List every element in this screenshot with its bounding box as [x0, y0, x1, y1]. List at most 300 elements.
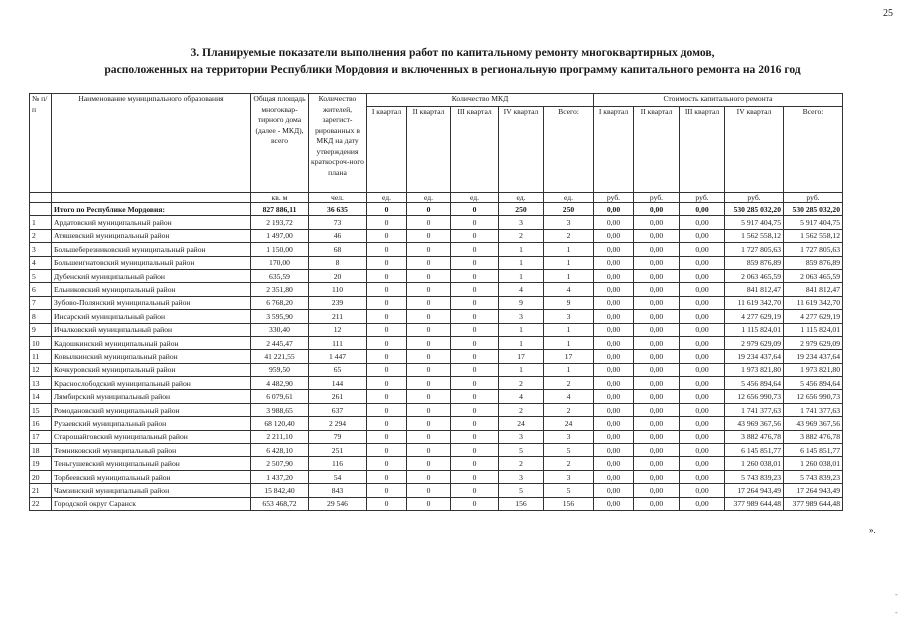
row-cost-q2: 0,00 [634, 403, 680, 416]
row-mkd-total: 2 [544, 457, 594, 470]
row-area: 330,40 [251, 323, 309, 336]
row-cost-q4: 1 741 377,63 [725, 403, 784, 416]
row-mkd-q4: 1 [499, 336, 544, 349]
row-cost-q3: 0,00 [680, 470, 725, 483]
row-area: 2 507,90 [251, 457, 309, 470]
row-cost-q2: 0,00 [634, 256, 680, 269]
row-mkd-q3: 0 [451, 430, 499, 443]
row-cost-q3: 0,00 [680, 390, 725, 403]
header-cost-q2: II квартал [634, 107, 680, 193]
row-mkd-q4: 3 [499, 470, 544, 483]
row-mkd-total: 3 [544, 470, 594, 483]
row-cost-q3: 0,00 [680, 417, 725, 430]
row-mkd-total: 4 [544, 283, 594, 296]
row-cost-q4: 5 456 894,64 [725, 377, 784, 390]
row-cost-q4: 6 145 851,77 [725, 444, 784, 457]
header-mkd-q4: IV квартал [499, 107, 544, 193]
row-area: 635,59 [251, 269, 309, 282]
row-num: 12 [30, 363, 52, 376]
row-cost-q4: 1 260 038,01 [725, 457, 784, 470]
row-cost-q2: 0,00 [634, 216, 680, 229]
row-cost-total: 1 973 821,80 [784, 363, 843, 376]
total-ct: 530 285 032,20 [784, 203, 843, 216]
table-row [30, 470, 843, 483]
row-mkd-q2: 0 [407, 296, 451, 309]
row-mkd-total: 1 [544, 336, 594, 349]
row-cost-q2: 0,00 [634, 457, 680, 470]
row-cost-total: 5 917 404,75 [784, 216, 843, 229]
row-num: 5 [30, 269, 52, 282]
row-cost-q1: 0,00 [594, 417, 634, 430]
row-num: 6 [30, 283, 52, 296]
row-num: 19 [30, 457, 52, 470]
row-mkd-q2: 0 [407, 256, 451, 269]
row-residents: 144 [309, 377, 367, 390]
row-name: Кадошкинский муниципальный район [52, 336, 251, 349]
row-mkd-total: 3 [544, 430, 594, 443]
row-mkd-q4: 1 [499, 323, 544, 336]
row-mkd-total: 1 [544, 243, 594, 256]
row-cost-q4: 1 973 821,80 [725, 363, 784, 376]
row-cost-q2: 0,00 [634, 444, 680, 457]
row-cost-total: 11 619 342,70 [784, 296, 843, 309]
row-cost-total: 1 562 558,12 [784, 229, 843, 242]
row-cost-total: 43 969 367,56 [784, 417, 843, 430]
table-row [30, 497, 843, 510]
row-area: 170,00 [251, 256, 309, 269]
row-mkd-q4: 3 [499, 216, 544, 229]
row-mkd-q3: 0 [451, 390, 499, 403]
row-cost-q1: 0,00 [594, 497, 634, 510]
page-number: 25 [883, 8, 893, 19]
row-cost-q3: 0,00 [680, 363, 725, 376]
header-area: Общая площадь многоквар-тирного дома (далее - МКД), всего [251, 94, 309, 193]
row-num: 16 [30, 417, 52, 430]
row-mkd-q1: 0 [367, 363, 407, 376]
row-name: Атяшевский муниципальный район [52, 229, 251, 242]
unit-cost: руб. [784, 193, 843, 203]
row-mkd-q1: 0 [367, 484, 407, 497]
row-cost-q1: 0,00 [594, 444, 634, 457]
page-title [0, 44, 905, 78]
row-cost-q1: 0,00 [594, 350, 634, 363]
row-cost-total: 5 743 839,23 [784, 470, 843, 483]
row-cost-q3: 0,00 [680, 497, 725, 510]
row-cost-total: 19 234 437,64 [784, 350, 843, 363]
row-residents: 261 [309, 390, 367, 403]
row-cost-q4: 3 882 476,78 [725, 430, 784, 443]
row-mkd-q1: 0 [367, 470, 407, 483]
row-cost-q1: 0,00 [594, 363, 634, 376]
table-row [30, 457, 843, 470]
table-row [30, 430, 843, 443]
row-cost-q4: 5 917 404,75 [725, 216, 784, 229]
row-mkd-q1: 0 [367, 350, 407, 363]
row-mkd-q2: 0 [407, 229, 451, 242]
unit-residents: чел. [309, 193, 367, 203]
row-cost-q4: 859 876,89 [725, 256, 784, 269]
row-cost-q3: 0,00 [680, 377, 725, 390]
row-residents: 68 [309, 243, 367, 256]
row-mkd-q3: 0 [451, 457, 499, 470]
row-mkd-q4: 1 [499, 243, 544, 256]
row-cost-q3: 0,00 [680, 457, 725, 470]
row-mkd-q4: 4 [499, 390, 544, 403]
row-name: Ковылкинский муниципальный район [52, 350, 251, 363]
row-mkd-q2: 0 [407, 457, 451, 470]
row-mkd-q4: 3 [499, 310, 544, 323]
row-cost-q1: 0,00 [594, 403, 634, 416]
unit-mkd: ед. [407, 193, 451, 203]
row-num: 13 [30, 377, 52, 390]
row-cost-q1: 0,00 [594, 484, 634, 497]
total-mt: 250 [544, 203, 594, 216]
row-cost-q1: 0,00 [594, 229, 634, 242]
header-mkd-group: Количество МКД [367, 94, 594, 107]
row-mkd-q4: 24 [499, 417, 544, 430]
row-mkd-q3: 0 [451, 283, 499, 296]
row-residents: 1 447 [309, 350, 367, 363]
row-area: 4 482,90 [251, 377, 309, 390]
row-num: 8 [30, 310, 52, 323]
row-mkd-q2: 0 [407, 444, 451, 457]
unit-cost: руб. [634, 193, 680, 203]
row-mkd-q4: 3 [499, 430, 544, 443]
row-mkd-q2: 0 [407, 310, 451, 323]
row-mkd-total: 24 [544, 417, 594, 430]
row-residents: 637 [309, 403, 367, 416]
row-area: 6 079,61 [251, 390, 309, 403]
row-mkd-total: 3 [544, 310, 594, 323]
table-row [30, 323, 843, 336]
row-cost-total: 2 063 465,59 [784, 269, 843, 282]
row-area: 1 150,00 [251, 243, 309, 256]
row-name: Краснослободский муниципальный район [52, 377, 251, 390]
table-row [30, 390, 843, 403]
total-num [30, 203, 52, 216]
row-num: 1 [30, 216, 52, 229]
row-cost-total: 6 145 851,77 [784, 444, 843, 457]
row-cost-q2: 0,00 [634, 417, 680, 430]
row-residents: 111 [309, 336, 367, 349]
row-cost-q1: 0,00 [594, 377, 634, 390]
row-cost-q1: 0,00 [594, 310, 634, 323]
row-mkd-q3: 0 [451, 377, 499, 390]
title-line-1: 3. Планируемые показатели выполнения работ по капитальному ремонту многоквартирных домов, [190, 46, 715, 59]
row-mkd-q3: 0 [451, 444, 499, 457]
row-cost-total: 859 876,89 [784, 256, 843, 269]
row-mkd-q3: 0 [451, 417, 499, 430]
row-residents: 2 294 [309, 417, 367, 430]
row-cost-q2: 0,00 [634, 269, 680, 282]
row-name: Ельниковский муниципальный район [52, 283, 251, 296]
row-area: 1 437,20 [251, 470, 309, 483]
row-cost-q2: 0,00 [634, 497, 680, 510]
row-name: Ромодановский муниципальный район [52, 403, 251, 416]
row-num: 9 [30, 323, 52, 336]
unit-cell [52, 193, 251, 203]
row-area: 653 468,72 [251, 497, 309, 510]
row-mkd-q1: 0 [367, 283, 407, 296]
row-cost-q2: 0,00 [634, 310, 680, 323]
row-area: 6 768,20 [251, 296, 309, 309]
row-cost-q4: 2 979 629,09 [725, 336, 784, 349]
unit-cost: руб. [725, 193, 784, 203]
row-num: 7 [30, 296, 52, 309]
total-m2: 0 [407, 203, 451, 216]
header-cost-group: Стоимость капитального ремонта [594, 94, 843, 107]
row-cost-total: 3 882 476,78 [784, 430, 843, 443]
row-cost-q1: 0,00 [594, 243, 634, 256]
table-row [30, 417, 843, 430]
row-cost-q4: 4 277 629,19 [725, 310, 784, 323]
row-area: 15 842,40 [251, 484, 309, 497]
row-name: Большеигнатовский муниципальный район [52, 256, 251, 269]
row-num: 2 [30, 229, 52, 242]
row-num: 18 [30, 444, 52, 457]
row-area: 68 120,40 [251, 417, 309, 430]
row-residents: 46 [309, 229, 367, 242]
row-cost-q3: 0,00 [680, 444, 725, 457]
row-cost-q4: 43 969 367,56 [725, 417, 784, 430]
row-num: 4 [30, 256, 52, 269]
row-name: Большеберезниковский муниципальный район [52, 243, 251, 256]
row-mkd-q2: 0 [407, 403, 451, 416]
row-mkd-q3: 0 [451, 256, 499, 269]
row-mkd-q4: 1 [499, 269, 544, 282]
row-area: 959,50 [251, 363, 309, 376]
header-cost-total: Всего: [784, 107, 843, 193]
row-name: Торбеевский муниципальный район [52, 470, 251, 483]
row-mkd-q3: 0 [451, 310, 499, 323]
row-mkd-q3: 0 [451, 497, 499, 510]
row-mkd-q3: 0 [451, 350, 499, 363]
row-cost-q2: 0,00 [634, 323, 680, 336]
row-residents: 79 [309, 430, 367, 443]
row-mkd-q3: 0 [451, 484, 499, 497]
row-cost-q3: 0,00 [680, 229, 725, 242]
total-residents: 36 635 [309, 203, 367, 216]
row-cost-q1: 0,00 [594, 296, 634, 309]
total-c3: 0,00 [680, 203, 725, 216]
row-mkd-total: 156 [544, 497, 594, 510]
row-name: Городской округ Саранск [52, 497, 251, 510]
row-cost-total: 1 115 824,01 [784, 323, 843, 336]
row-mkd-q1: 0 [367, 243, 407, 256]
total-area: 827 886,11 [251, 203, 309, 216]
row-mkd-q4: 4 [499, 283, 544, 296]
row-mkd-q2: 0 [407, 350, 451, 363]
unit-cost: руб. [594, 193, 634, 203]
row-cost-q4: 17 264 943,49 [725, 484, 784, 497]
header-num: № п/п [30, 94, 52, 193]
row-mkd-q4: 5 [499, 444, 544, 457]
row-mkd-q3: 0 [451, 336, 499, 349]
row-mkd-q1: 0 [367, 216, 407, 229]
row-mkd-q2: 0 [407, 363, 451, 376]
row-name: Рузаевский муниципальный район [52, 417, 251, 430]
row-mkd-q2: 0 [407, 283, 451, 296]
total-m1: 0 [367, 203, 407, 216]
row-name: Инсарский муниципальный район [52, 310, 251, 323]
row-mkd-q2: 0 [407, 216, 451, 229]
row-num: 22 [30, 497, 52, 510]
row-mkd-q3: 0 [451, 216, 499, 229]
row-mkd-total: 5 [544, 444, 594, 457]
row-num: 3 [30, 243, 52, 256]
row-name: Темниковский муниципальный район [52, 444, 251, 457]
row-mkd-q2: 0 [407, 377, 451, 390]
row-mkd-q1: 0 [367, 444, 407, 457]
row-mkd-q3: 0 [451, 243, 499, 256]
row-residents: 20 [309, 269, 367, 282]
row-cost-q3: 0,00 [680, 430, 725, 443]
header-residents: Количество жителей, зарегист-рированных в МКД на дату утверждения краткосроч-ного плана [309, 94, 367, 193]
row-cost-total: 5 456 894,64 [784, 377, 843, 390]
row-mkd-q1: 0 [367, 336, 407, 349]
row-cost-q1: 0,00 [594, 256, 634, 269]
row-mkd-q3: 0 [451, 470, 499, 483]
row-cost-q1: 0,00 [594, 390, 634, 403]
row-cost-q2: 0,00 [634, 390, 680, 403]
row-mkd-total: 1 [544, 256, 594, 269]
row-cost-q1: 0,00 [594, 323, 634, 336]
row-cost-q3: 0,00 [680, 310, 725, 323]
row-mkd-q2: 0 [407, 484, 451, 497]
row-cost-total: 1 260 038,01 [784, 457, 843, 470]
row-mkd-q3: 0 [451, 269, 499, 282]
row-name: Ардатовский муниципальный район [52, 216, 251, 229]
row-mkd-q3: 0 [451, 363, 499, 376]
row-mkd-q1: 0 [367, 323, 407, 336]
table-row [30, 403, 843, 416]
row-cost-q1: 0,00 [594, 457, 634, 470]
row-mkd-q2: 0 [407, 470, 451, 483]
row-cost-q3: 0,00 [680, 350, 725, 363]
total-row [30, 203, 843, 216]
row-mkd-q1: 0 [367, 417, 407, 430]
row-cost-total: 12 656 990,73 [784, 390, 843, 403]
row-residents: 73 [309, 216, 367, 229]
table-row [30, 229, 843, 242]
row-mkd-total: 17 [544, 350, 594, 363]
header-mkd-q3: III квартал [451, 107, 499, 193]
row-cost-q4: 2 063 465,59 [725, 269, 784, 282]
row-cost-q1: 0,00 [594, 269, 634, 282]
row-mkd-total: 1 [544, 323, 594, 336]
row-cost-q2: 0,00 [634, 470, 680, 483]
row-mkd-total: 2 [544, 403, 594, 416]
row-cost-q2: 0,00 [634, 350, 680, 363]
row-cost-q1: 0,00 [594, 336, 634, 349]
row-area: 6 428,10 [251, 444, 309, 457]
table-row [30, 377, 843, 390]
row-mkd-q1: 0 [367, 256, 407, 269]
row-mkd-total: 1 [544, 269, 594, 282]
row-mkd-q3: 0 [451, 296, 499, 309]
row-cost-total: 17 264 943,49 [784, 484, 843, 497]
row-mkd-q2: 0 [407, 390, 451, 403]
table-row [30, 310, 843, 323]
row-cost-q2: 0,00 [634, 336, 680, 349]
row-residents: 54 [309, 470, 367, 483]
row-cost-q1: 0,00 [594, 283, 634, 296]
row-area: 3 988,65 [251, 403, 309, 416]
row-mkd-q4: 17 [499, 350, 544, 363]
row-cost-q1: 0,00 [594, 430, 634, 443]
row-cost-q4: 12 656 990,73 [725, 390, 784, 403]
row-name: Зубово-Полянский муниципальный район [52, 296, 251, 309]
row-mkd-total: 9 [544, 296, 594, 309]
unit-mkd: ед. [367, 193, 407, 203]
unit-cost: руб. [680, 193, 725, 203]
row-cost-q3: 0,00 [680, 484, 725, 497]
row-mkd-total: 4 [544, 390, 594, 403]
row-mkd-q4: 9 [499, 296, 544, 309]
row-cost-q4: 841 812,47 [725, 283, 784, 296]
unit-area: кв. м [251, 193, 309, 203]
row-cost-q2: 0,00 [634, 283, 680, 296]
unit-cell [30, 193, 52, 203]
row-cost-total: 4 277 629,19 [784, 310, 843, 323]
row-mkd-q1: 0 [367, 430, 407, 443]
row-mkd-q4: 1 [499, 256, 544, 269]
header-mkd-q1: I квартал [367, 107, 407, 193]
row-cost-q4: 1 727 805,63 [725, 243, 784, 256]
row-mkd-q1: 0 [367, 497, 407, 510]
margin-mark: - [895, 590, 898, 599]
row-mkd-q4: 156 [499, 497, 544, 510]
row-residents: 65 [309, 363, 367, 376]
row-cost-q3: 0,00 [680, 269, 725, 282]
row-cost-q1: 0,00 [594, 470, 634, 483]
closing-mark: ». [869, 525, 876, 535]
row-mkd-q1: 0 [367, 229, 407, 242]
table-row [30, 243, 843, 256]
row-mkd-total: 5 [544, 484, 594, 497]
row-mkd-q3: 0 [451, 229, 499, 242]
row-area: 1 497,00 [251, 229, 309, 242]
row-cost-q4: 1 115 824,01 [725, 323, 784, 336]
table-row [30, 216, 843, 229]
total-m4: 250 [499, 203, 544, 216]
row-cost-q3: 0,00 [680, 403, 725, 416]
total-c4: 530 285 032,20 [725, 203, 784, 216]
total-c2: 0,00 [634, 203, 680, 216]
row-cost-total: 377 989 644,48 [784, 497, 843, 510]
row-mkd-total: 3 [544, 216, 594, 229]
row-residents: 116 [309, 457, 367, 470]
row-mkd-q1: 0 [367, 310, 407, 323]
row-area: 2 211,10 [251, 430, 309, 443]
total-c1: 0,00 [594, 203, 634, 216]
row-cost-q3: 0,00 [680, 283, 725, 296]
row-mkd-q4: 2 [499, 229, 544, 242]
row-mkd-q1: 0 [367, 377, 407, 390]
header-name: Наименование муниципального образования [52, 94, 251, 193]
row-cost-q4: 19 234 437,64 [725, 350, 784, 363]
row-name: Дубенский муниципальный район [52, 269, 251, 282]
row-residents: 29 546 [309, 497, 367, 510]
row-num: 17 [30, 430, 52, 443]
header-mkd-total: Всего: [544, 107, 594, 193]
row-cost-q2: 0,00 [634, 484, 680, 497]
row-mkd-q4: 2 [499, 377, 544, 390]
row-name: Лямбирский муниципальный район [52, 390, 251, 403]
row-mkd-q2: 0 [407, 323, 451, 336]
row-mkd-q2: 0 [407, 417, 451, 430]
row-name: Теньгушевский муниципальный район [52, 457, 251, 470]
